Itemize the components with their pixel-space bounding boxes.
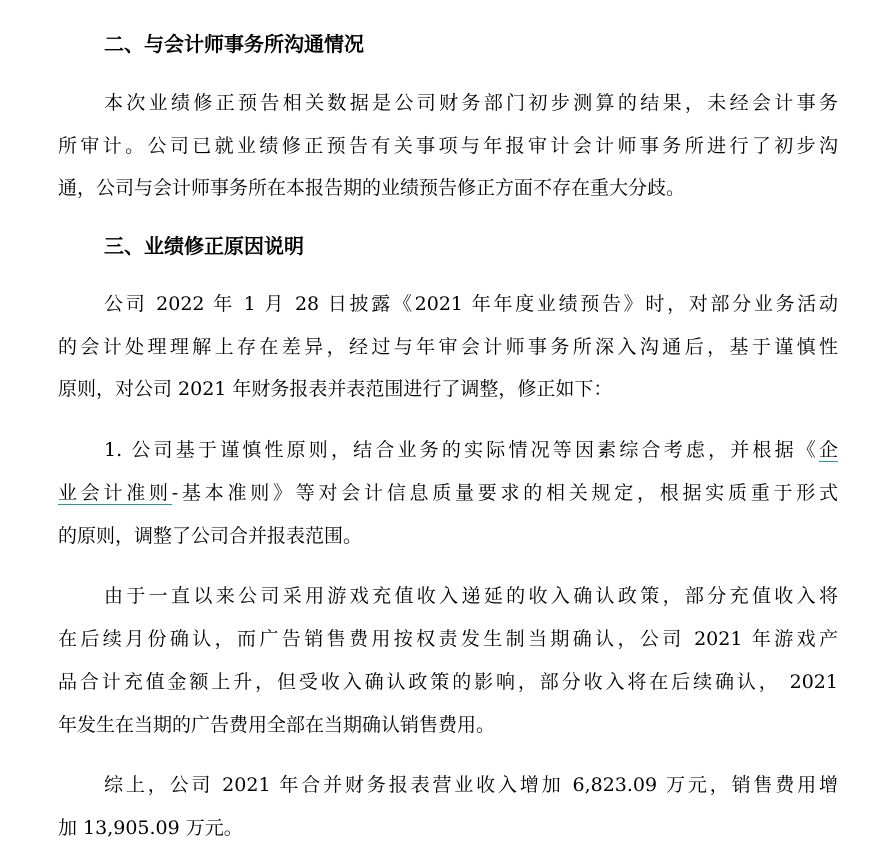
- list-item-line: 的原则，调整了公司合并报表范围。: [58, 525, 363, 547]
- paragraph-line: 通，公司与会计师事务所在本报告期的业绩预告修正方面不存在重大分歧。: [58, 177, 686, 199]
- section-heading-reasons: 三、业绩修正原因说明: [104, 234, 304, 258]
- paragraph-line: 由于一直以来公司采用游戏充值收入递延的收入确认政策，部分充值收入将: [104, 585, 838, 607]
- standard-reference-link-continued[interactable]: 业会计准则: [58, 482, 172, 504]
- paragraph-line: 本次业绩修正预告相关数据是公司财务部门初步测算的结果，未经会计事务: [104, 92, 838, 114]
- paragraph-line: 原则，对公司 2021 年财务报表并表范围进行了调整，修正如下：: [58, 378, 613, 400]
- list-item-text: -基本准则》等对会计信息质量要求的相关规定，根据实质重于形式: [171, 482, 838, 504]
- paragraph-line: 在后续月份确认，而广告销售费用按权责发生制当期确认，公司 2021 年游戏产: [58, 628, 838, 650]
- list-item-line: [58, 481, 838, 505]
- paragraph-line: 年发生在当期的广告费用全部在当期确认销售费用。: [58, 714, 496, 736]
- list-item-text: 1. 公司基于谨慎性原则，结合业务的实际情况等因素综合考虑，并根据《: [104, 439, 819, 461]
- list-item-line: [104, 438, 838, 462]
- paragraph-line: 品合计充值金额上升，但受收入确认政策的影响，部分收入将在后续确认， 2021: [58, 671, 838, 693]
- standard-reference-link[interactable]: 企: [818, 439, 838, 461]
- paragraph-line: 加 13,905.09 万元。: [58, 817, 243, 839]
- paragraph-line: 的会计处理理解上存在差异，经过与年审会计师事务所深入沟通后，基于谨慎性: [58, 336, 838, 358]
- paragraph-line: 综上，公司 2021 年合并财务报表营业收入增加 6,823.09 万元，销售费用增: [104, 774, 838, 796]
- section-heading-communication: 二、与会计师事务所沟通情况: [104, 32, 364, 56]
- paragraph-line: 所审计。公司已就业绩修正预告有关事项与年报审计会计师事务所进行了初步沟: [58, 135, 838, 157]
- paragraph-line: 公司 2022 年 1 月 28 日披露《2021 年年度业绩预告》时，对部分业务活动: [104, 293, 838, 315]
